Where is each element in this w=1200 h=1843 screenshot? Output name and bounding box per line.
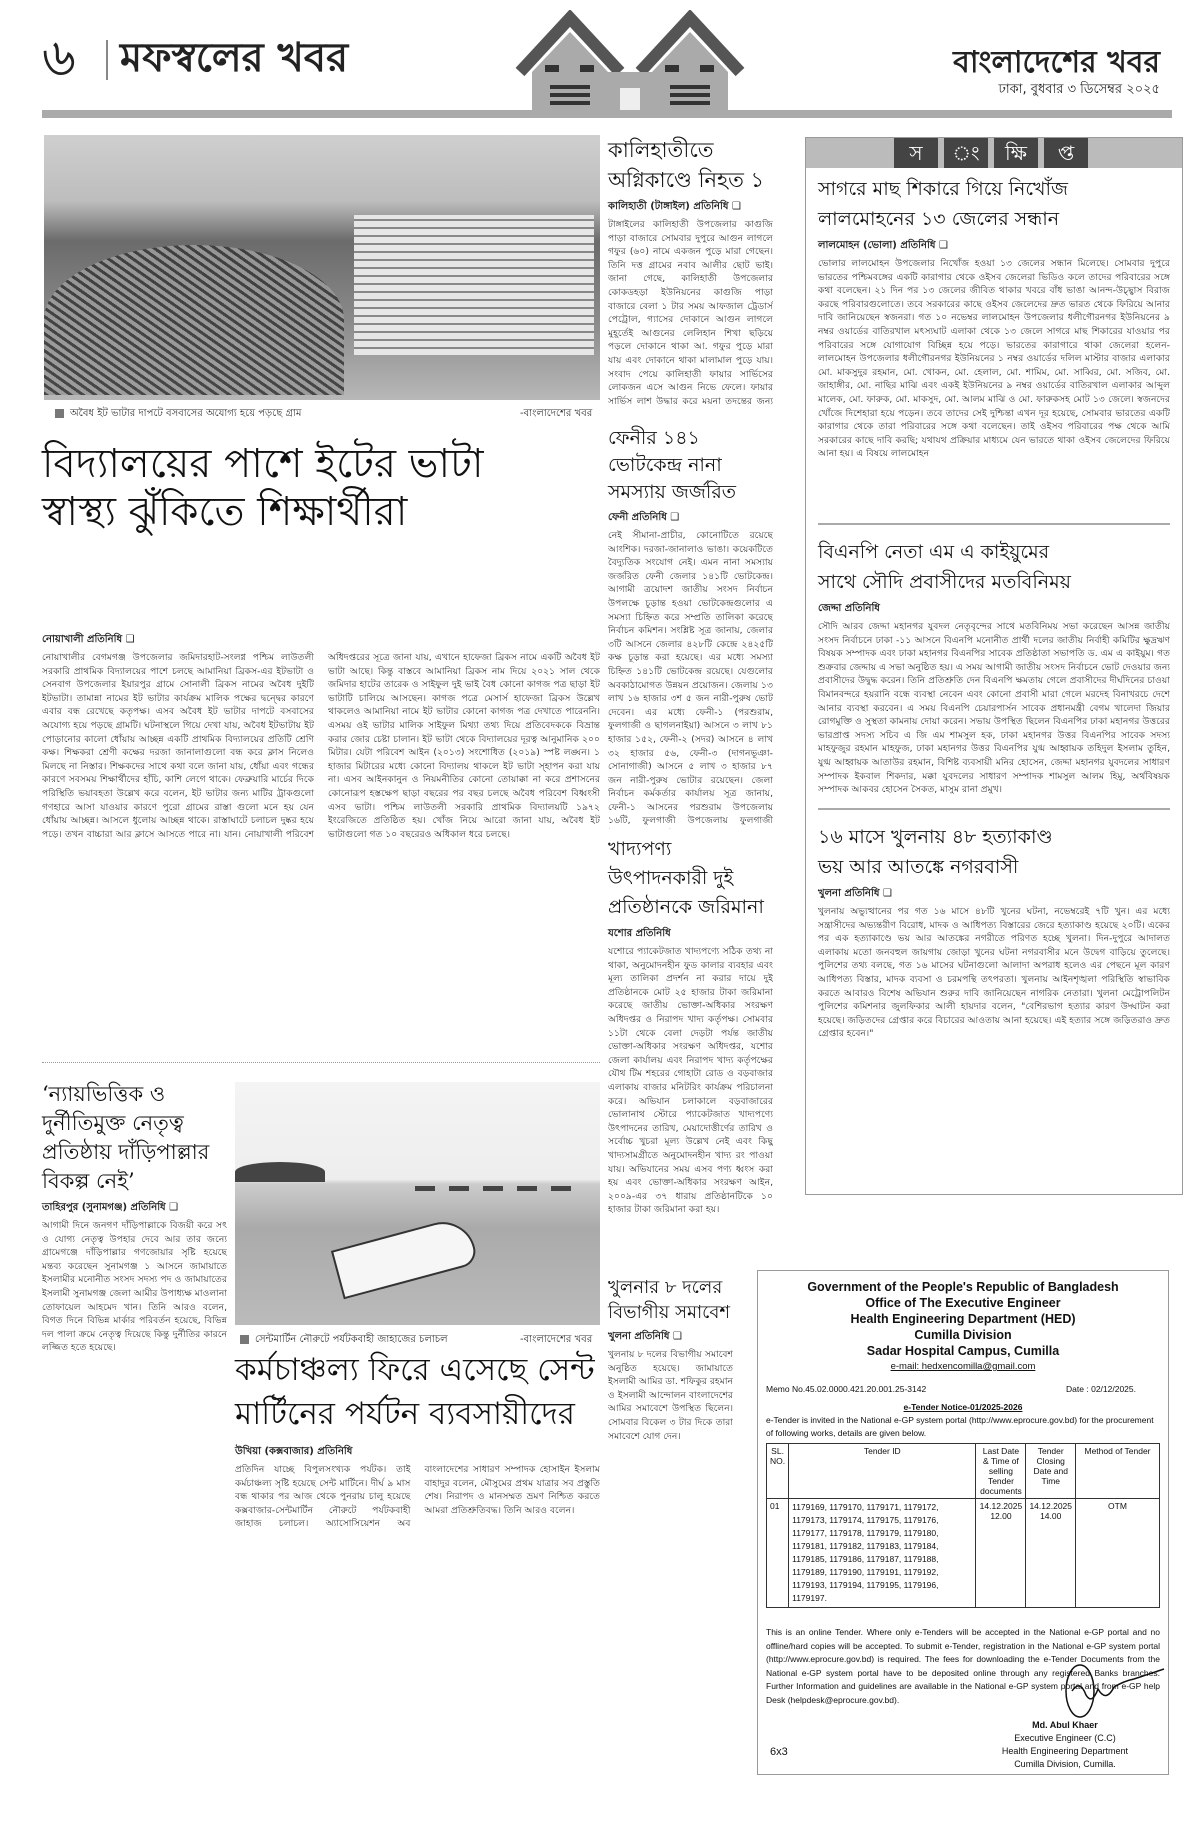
table-header-row (767, 1444, 1160, 1499)
byline: যশোর প্রতিনিধি (608, 928, 671, 939)
cell-tender-ids: 1179169, 1179170, 1179171, 1179172, 1179173, 1179174, 1179175, 1179176, 1179177, 1179178, 1179179, 1179180, 1179181, 1179182, 1179183, 1179184, 1179185, 1179186, 1179187, 1179188, 1179189, 1179190, 1179191, 1179192, 1179193, 1179194, 1179195, 1179196, 1179197. (789, 1499, 976, 1608)
photo-caption (55, 406, 301, 423)
article-headline: ‘ন্যায়ভিত্তিক ও দুর্নীতিমুক্ত নেতৃত্ব প্রতিষ্ঠায় দাঁড়িপাল্লার বিকল্প নেই’ (42, 1082, 210, 1193)
article-body: নোয়াখালীর বেগমগঞ্জ উপজেলার জমিদারহাট-সংলগ্ন পশ্চিম লাউতলী সরকারি প্রাথমিক বিদ্যালয়ের পাশে চলছে আমানিয়া ব্রিকস-এর ইটভাটা ও সেনবাগ উপজেলার ইয়ারপুর গ্রামে সোনালী ব্রিকস নামের অবৈধ দুইটি ইটভাটা। তামান্না নামের ইট ভাটার কার্যক্রম মালিক পক্ষের দ্বন্দ্বের কারণে এবার বন্ধ রেখেছে কতৃপক্ষ। এসব অবৈধ ইট ভাটার দাপটে বসবাসের অযোগ্য হয়ে পড়ছে গ্রামটি। ঘটনাস্থলে গিয়ে দেখা যায়, অবৈধ ইটভাটায় ইট পোড়ানোর কালো ধোঁয়ায় আচ্ছন্ন একটি প্রাথমিক বিদ্যালয়ের প্রতিটি শ্রেণি কক্ষ। শিক্ষকরা শ্রেণী কক্ষের দরজা জানালাগুলো বন্ধ করে ক্লাস নিলেও মিলছে না নিস্তার। শিক্ষকদের সাথে কথা বলে জানা যায়, ধোঁয়া এবং গন্ধের কারণে সবসময় শিক্ষার্থীদের হাঁচি, কাশি লেগে থাকে। ফেব্রুয়ারি মার্চের দিকে পরিস্থিতি ভয়াবহতা উল্লেখ করে বলেন, ইট ভাটার জন্য মাটির ট্রাকগুলো গণহারে আসা যাওয়ার কারণে পুরো গ্রামের রাস্তা গুলো মনে হয় যেন ধোঁয়ায় আচ্ছন্ন। আসলে ধুলোয় আচ্ছন্ন থাকে। রাস্তাঘাটে চলাচল দুষ্কর হয়ে পড়ে। তখন বাচ্চারা আর ক্লাসে আসতে পারে না। যান। নোয়াখালী পরিবেশ অধিদপ্তরের সূত্রে জানা যায়, এখানে হাফেজা ব্রিকস নামে একটি অবৈধ ইট ভাটা আছে। কিন্তু বাস্তবে আমানিয়া ব্রিকস নাম দিয়ে ২০২১ সাল থেকে জমিদার হাটের তারেক ও সাইফুল দুই ভাই বৈধ কোনো কাগজ পত্র ছাড়া ইট ভাটাটি চালিয়ে আসছেন। কাগজ পত্রে মেসার্স হাফেজা ব্রিকস উল্লেখ থাকলেও আমানিয়া নামে ইট ভাটার কোনো কাগজ পত্র দেখাতে পারেননি। এসময় ওই ভাটার মালিক সাইফুল মিথ্যা তথ্য দিয়ে প্রতিবেদককে বিভ্রান্ত করার জোর চেষ্টা চালান। ইট ভাটা থেকে বিদ্যালয়ের দূরত্ব আনুমানিক ২০০ মিটার। যেটা পরিবেশ আইন (২০১৩) সংশোধিত (২০১৯) স্পষ্ট লঙ্ঘন। ১ হাজার মিটারের মধ্যে কোনো বিদ্যালয় থাকলে ইট ভাটা স্হাপন করা যায় না। এসব আইনকানুন ও নিয়মনীতির কোনো তোয়াক্কা না করে প্রশাসনের কোনোরূপ হস্তক্ষেপ ছাড়া বছরের পর বছর চলছে অবৈধ পরিবেশ বিধ্বংসী এসব ভাটা। পশ্চিম লাউতলী সরকারি প্রাথমিক বিদ্যালয়টি ১৯৭২ ইংরেজিতে প্রতিষ্ঠিত হয়। খোঁজ নিয়ে আরো জানা যায়, অবৈধ ইট ভাটাগুলো গত ১০ বছরেরও অধিকাল ধরে চলছে। (42, 652, 600, 840)
divider (106, 40, 108, 80)
notice-footer: This is an online Tender. Where only e-Tenders will be accepted in the National e-GP portal and no offline/hard copies will be accepted. To submit e-Tender, registration in the National e-GP system portal (http://www.eprocure.gov.bd) is required. The fees for downloading the e-Tender Documents from the National e-GP system portal have to be deposited online through any registered Banks branches. Further Information and guidelines are available in the National e-GP system portal and from e-GP help Desk (helpdesk@eprocure.gov.bd). (766, 1627, 1160, 1705)
signer-dept: Health Engineering Department (1001, 1746, 1128, 1756)
memo-number: Memo No.45.02.0000.421.20.001.25-3142 (766, 1384, 927, 1394)
article-feni-polling (608, 425, 773, 825)
byline: কালিহাতী (টাঙ্গাইল) প্রতিনিধি ❑ (608, 201, 741, 212)
column-header: Tender Closing Date and Time (1026, 1444, 1076, 1499)
article-body: প্রতিদিন যাচ্ছে বিপুলসংখ্যক পর্যটক। তাই কর্মচাঞ্চল্য সৃষ্টি হয়েছে সেন্ট মার্টিনে। দীর্ঘ ৯ মাস বন্ধ থাকার পর আজ থেকে পুনরায় চালু হয়েছে কক্সবাজার-সেন্টমার্টিন নৌরুটে পর্যটকবাহী জাহাজ চলাচল। অ্যাসোসিয়েশন অব বাংলাদেশের সাধারণ সম্পাদক হোসাইন ইসলাম বাহাদুর বলেন, মৌসুমের প্রথম যাত্রার সব প্রস্তুতি শেষ। নিরাপদ ও মানসম্মত ভ্রমণ নিশ্চিত করতে আমরা প্রতিশ্রুতিবদ্ধ। তিনি আরও বলেন। (235, 1464, 600, 1530)
caption-text: অবৈধ ইট ভাটার দাপটে বসবাসের অযোগ্য হয়ে পড়ছে গ্রাম (70, 408, 302, 419)
tender-heading: Office of The Executive Engineer (865, 1296, 1061, 1310)
headline-line: মার্টিনের পর্যটন ব্যবসায়ীদের (235, 1396, 575, 1432)
article-body: ভোলার লালমোহন উপজেলার নিখোঁজ হওয়া ১৩ জেলের সন্ধান মিলেছে। সোমবার দুপুরে ভারতের পশ্চিমবঙ্গের একটি কারাগার থেকে ওইসব জেলেরা ভিডিও কলে তাদের পরিবারের সঙ্গে কথা বলেছেন। ২১ দিন পর ১৩ জেলের জীবিত থাকার খবরে বাঁধ ভাঙা আনন্দ-উচ্ছ্বাস বিরাজ করছে পরিবারগুলোতে। তবে সরকারের কাছে ওইসব জেলেদের দ্রুত ভারত থেকে ফিরিয়ে আনার দাবি জানিয়েছেন স্বজনরা। গত ১০ নভেম্বর লালমোহন উপজেলার ধলীগৌরনগর ইউনিয়নের ৯ নম্বর ওয়ার্ডের বাতিরখাল মৎস্যঘাট এলাকা থেকে ১৩ জেলে সাগরে মাছ শিকারের যাওয়ার পর পরিবারের সঙ্গে যোগাযোগ বিচ্ছিন্ন হয়ে পড়ে। ভারতের কারাগারে থাকা জেলেরা হলেন- লালমোহন উপজেলার ধলীগৌরনগর ইউনিয়নের ১ নম্বর ওয়ার্ডের দলিল মাস্টার বাজার এলাকার মো. মাকসুদুর রহমান, মো. খোকন, মো. হেলাল, মো. শামিম, মো. সাব্বির, মো. সজিব, মো. জাহাঙ্গীর, মো. নাছির মাঝি এবং একই ইউনিয়নের ৯ নম্বর ওয়ার্ডের বাতিরখাল এলাকার আব্দুল মালেক, মো. ফারুক, মো. মাকসুদ, মো. আলম মাঝি ও মো. ফারুকসহ মোট ১৩ জেলে। স্বজনদের খোঁজে দিশেহারা হয়ে পড়েন। তবে তাদের সেই দুশ্চিন্তা এখন দূর হয়েছে, সোমবার ভারতের একটি কারাগার থেকে তারা পরিবারের সঙ্গে কথা বলেছেন। তাই ওইসব পরিবারের পক্ষ থেকে আমি সরকারের কাছে দাবি করছি; যথাযথ প্রক্রিয়ার মাধ্যমে যেন ভারতে থাকা ওইসব জেলেদের ফিরিয়ে আনা হয়। এ বিষয়ে লালমোহন (818, 258, 1170, 460)
headline-line: সাথে সৌদি প্রবাসীদের মতবিনিময় (818, 571, 1071, 593)
cell-sl: 01 (767, 1499, 789, 1608)
article-body: টাঙ্গাইলের কালিহাতী উপজেলার কাগুজি পাড়া বাজারে সোমবার দুপুরে আগুন লাগলে গফুর (৬০) নামে একজন পুড়ে মারা গেছেন। তিনি দত্ত গ্রামের নবাব আলীর ছোট ভাই। জানা গেছে, কালিহাতী উপজেলার কোকডহড়া ইউনিয়নের কাগুজি পাড়া বাজারে বেলা ১ টার সময় আফজাল ট্রেডার্স পেট্রোল, গ্যাসের দোকানে আগুন লাগলে মুহূর্তেই আগুনের লেলিহান শিখা ছড়িয়ে পড়লে দোকানে থাকা আ. গফুর পুড়ে মারা যায় এবং দোকানে থাকা মালামাল পুড়ে যায়। সংবাদ পেয়ে কালিহাতী ফায়ার সার্ভিসের লোকজন এসে আগুন নিভে ফেলে। ফায়ার সার্ভিস লাশ উদ্ধার করে ময়না তদন্তের জন্য (608, 219, 773, 407)
issue-date: ঢাকা, বুধবার ৩ ডিসেম্বর ২০২৫ (998, 82, 1160, 97)
article-kalihati-fire (608, 135, 773, 415)
brief-khulna-murders (806, 818, 1182, 1140)
column-header: SL. NO. (767, 1444, 789, 1499)
ad-size: 6x3 (770, 1746, 788, 1758)
headline-line: কর্মচাঞ্চল্য ফিরে এসেছে সেন্ট (235, 1352, 595, 1388)
headline-line: লালমোহনের ১৩ জেলের সন্ধান (818, 208, 1060, 230)
label-char: প্ত (1044, 138, 1088, 168)
photo-caption (240, 1332, 448, 1349)
byline: খুলনা প্রতিনিধি ❑ (818, 888, 892, 899)
cell-last-date: 14.12.2025 12.00 (976, 1499, 1026, 1608)
headline-line: সাগরে মাছ শিকারে গিয়ে নিখোঁজ (818, 178, 1069, 200)
cell-closing: 14.12.2025 14.00 (1026, 1499, 1076, 1608)
article-headline: খাদ্যপণ্য উৎপাদনকারী দুই প্রতিষ্ঠানকে জরিমানা (608, 838, 764, 918)
article-body: খুলনায় অভ্যুত্থানের পর গত ১৬ মাসে ৪৮টি খুনের ঘটনা, নভেম্বরেই ৭টি খুন। এর মধ্যে সন্ত্রাসীদের অভ্যন্তরীণ বিরোধ, মাদক ও আধিপত্য বিস্তারের জেরে হত্যাকাণ্ড হয়েছে ২০টি। একের পর এক হত্যাকাণ্ডে ভয় আর আতঙ্কের নগরীতে পরিণত হচ্ছে খুলনা। দিন-দুপুরে আদালত এলাকায় মতো জনবহুল জায়গায় জোড়া খুনের ঘটনা নগরবাসীর মনে উদ্বেগ বাড়িয়ে তুলেছে। পুলিশের তথ্য বলছে, গত ১৬ মাসের ঘটনাগুলো আলাদা অপরাধ হলেও এর পেছনে মূল কারণ আধিপত্য বিস্তার, মাদক ব্যবসা ও চরমপন্থি তৎপরতা। খুলনায় আইনশৃঙ্খলা পরিস্থিতি স্বাভাবিক করতে আবারও বিশেষ অভিযান শুরুর দাবি জানিয়েছেন নাগরিক নেতারা। খুলনা মেট্রোপলিটন পুলিশের কমিশনার জুলফিকার আলী হায়দার বলেন, "বেশিরভাগ হত্যার কারণ উদ্ঘাটন করা হয়েছে। জড়িতদের গ্রেপ্তার করে বিচারের আওতায় আনা হয়েছে। এই হত্যার সঙ্গে জড়িতরাও দ্রুত গ্রেপ্তার হবেন।" (818, 906, 1170, 1040)
article-food-fine (608, 835, 773, 1265)
label-char: ক্ষি (994, 138, 1038, 168)
briefs-label (806, 138, 1182, 168)
byline: লালমোহন (ভোলা) প্রতিনিধি ❑ (818, 240, 948, 251)
article-headline: ফেনীর ১৪১ ভোটকেন্দ্র নানা সমস্যায় জর্জরিত (608, 427, 737, 503)
article-khulna-rally (608, 1275, 733, 1840)
column-header: Last Date & Time of selling Tender documents (976, 1444, 1026, 1499)
signer-office: Cumilla Division, Cumilla. (1014, 1759, 1116, 1769)
signer-title: Executive Engineer (C.C) (1014, 1733, 1116, 1743)
signer-block (1002, 1719, 1128, 1771)
column-header: Tender ID (789, 1444, 976, 1499)
headline-line: বিদ্যালয়ের পাশে ইটের ভাটা (42, 441, 484, 487)
column-header: Method of Tender (1076, 1444, 1160, 1499)
boat-photo (235, 1082, 600, 1325)
byline: ফেনী প্রতিনিধি ❑ (608, 512, 680, 523)
article-body: যশোরে প্যাকেটজাত খাদ্যপণ্যে সঠিক তথ্য না থাকা, অনুমোদনহীন ফুড কালার ব্যবহার এবং মূল্য তালিকা প্রদর্শন না করার দায়ে দুই প্রতিষ্ঠানকে মোট ২৫ হাজার টাকা জরিমানা করেছে জাতীয় ভোক্তা-অধিকার সংরক্ষণ অধিদপ্তর ও নিরাপদ খাদ্য কর্তৃপক্ষ। সোমবার ১১টা থেকে বেলা দেড়টা পর্যন্ত জাতীয় ভোক্তা-অধিকার সংরক্ষণ অধিদপ্তর, যশোর জেলা কার্যালয় এবং নিরাপদ খাদ্য কর্তৃপক্ষের যৌথ টিম শহরের গোহাটা রোড ও বড়বাজার এলাকায় বাজার মনিটরিং কার্যক্রম পরিচালনা করে। অভিযান চলাকালে বড়বাজারের ভোলানাথ স্টোরে প্যাকেটজাত খাদ্যপণ্যে উৎপাদনের তারিখ, মেয়াদোত্তীর্ণের তারিখ ও সর্বোচ্চ খুচরা মূল্য উল্লেখ নেই এবং কিছু খাদ্যসামগ্রীতে অনুমোদনহীন খাদ্য রং পাওয়া যায়। অভিযানের সময় এসব পণ্য ধ্বংস করা হয় এবং ভোক্তা-অধিকার সংরক্ষণ আইন, ২০০৯-এর ৩৭ ধারায় প্রতিষ্ঠানটিকে ১০ হাজার টাকা জরিমানা করা হয়। (608, 946, 773, 1216)
tender-heading: Health Engineering Department (HED) (850, 1312, 1076, 1326)
headline-line: ভয় আর আতঙ্কে নগরবাসী (818, 856, 1019, 878)
byline: জেদ্দা প্রতিনিধি (818, 603, 880, 614)
headline-line: স্বাস্থ্য ঝুঁকিতে শিক্ষার্থীরা (42, 489, 408, 535)
masthead: বাংলাদেশের খবর (953, 45, 1160, 80)
tender-heading: Cumilla Division (914, 1328, 1012, 1342)
article-headline: কালিহাতীতে অগ্নিকাণ্ডে নিহত ১ (608, 138, 765, 192)
article-headline: খুলনার ৮ দলের বিভাগীয় সমাবেশ (608, 1277, 731, 1323)
byline: খুলনা প্রতিনিধি ❑ (608, 1331, 682, 1342)
tender-table (766, 1443, 1160, 1608)
photo-credit: -বাংলাদেশের খবর (520, 1334, 593, 1345)
tender-heading: Government of the People's Republic of Bangladesh (807, 1280, 1119, 1294)
byline: উখিয়া (কক্সবাজার) প্রতিনিধি (235, 1446, 353, 1457)
notice-title: e-Tender Notice-01/2025-2026 (903, 1402, 1023, 1412)
tender-notice (757, 1270, 1169, 1775)
divider (818, 808, 1170, 810)
tender-email[interactable]: e-mail: hedxencomilla@gmail.com (890, 1361, 1036, 1372)
cell-method: OTM (1076, 1499, 1160, 1608)
byline: নোয়াখালী প্রতিনিধি ❑ (42, 634, 135, 645)
byline: তাহিরপুর (সুনামগঞ্জ) প্রতিনিধি ❑ (42, 1202, 179, 1213)
divider (42, 1062, 600, 1063)
article-body: আগামী দিনে জনগণ দাঁড়িপাল্লাকে বিজয়ী করে সৎ ও যোগ্য নেতৃত্ব উপহার দেবে আর তার জন্যে গ্রামেগঞ্জে দাঁড়িপাল্লার গণজোয়ার সৃষ্টি হয়েছে মন্তব্য করেছেন সুনামগঞ্জ ১ আসনে জামায়াতে ইসলামীর মনোনীত সংসদ সদস্য পদ ও জামায়াতের ইসলামী সুনামগঞ্জ জেলা আমীর উপাধ্যক্ষ মাওলানা তোফায়েল আহমেদ খান। তিনি আরও বলেন, বিগত দিনে বিভিন্ন মার্কার পরিবর্তন হয়েছে, বিভিন্ন দল পালা ক্রমে নেতৃত্ব দিয়েছে কিন্তু দুর্নীতির কারনে লজ্জিত হতে হয়েছে। (42, 1220, 227, 1354)
article-body: খুলনায় ৮ দলের বিভাগীয় সমাবেশ অনুষ্ঠিত হয়েছে। জামায়াতে ইসলামী আমির ডা. শফিকুর রহমান ও ইসলামী আন্দোলন বাংলাদেশের আমির সমাবেশে উপস্থিত ছিলেন। সোমবার বিকেল ৩ টার দিকে তারা সমাবেশে যোগ দেন। (608, 1349, 733, 1442)
caption-text: সেন্টমার্টিন নৌরুটে পর্যটকবাহী জাহাজের চলাচল (255, 1334, 448, 1345)
article-body: নেই সীমানা-প্রাচীর, কোনোটিতে রয়েছে আংশিক। দরজা-জানালাও ভাঙা। কয়েকটিতে বৈদ্যুতিক সংযোগ নেই। এমন নানা সমস্যায় জর্জরিত ফেনী জেলার ১৪১টি ভোটকেন্দ্র। আগামী ত্রয়োদশ জাতীয় সংসদ নির্বাচন উপলক্ষে চূড়ান্ত হওয়া ভোটকেন্দ্রগুলোর এ সমস্যা চিহ্নিত করে সম্প্রতি তালিকা করেছে নির্বাচন কমিশন। সংশ্লিষ্ট সূত্র জানায়, জেলার ৩টি আসনে জেলার ৪২৮টি কেন্দ্রে ২৪২৫টি কক্ষ চূড়ান্ত করা হয়েছে। এর মধ্যে সমস্যা চিহ্নিত ১৪১টি ভোটকেন্দ্র রয়েছে। যেগুলোর অবকাঠামোগত উন্নয়ন প্রয়োজন। জেলায় ১৩ লাখ ১৬ হাজার ৩শ ৫ জন নারী-পুরুষ ভোট দেবেন। এর মধ্যে ফেনী-১ (পরশুরাম, ফুলগাজী ও ছাগলনাইয়া) আসনে ৩ লাখ ৮১ হাজার ১৫২, ফেনী-২ (সদর) আসনে ৪ লাখ ৩২ হাজার ৫৬, ফেনী-৩ (দাগনভূঞা-সোনাগাজী) আসনে ৫ লাখ ৩ হাজার ৮৭ জন নারী-পুরুষ ভোটার রয়েছেন। জেলা নির্বাচন কর্মকর্তার কার্যালয় সূত্র জানায়, ফেনী-১ আসনের পরশুরাম উপজেলায় ১৬টি, ফুলগাজী উপজেলায় ফুলগাজী (608, 530, 773, 827)
houses-logo-icon (510, 10, 760, 110)
brick-kiln-photo (44, 135, 600, 400)
article-leadership (42, 1080, 227, 1840)
notice-intro: e-Tender is invited in the National e-GP system portal (http://www.eprocure.gov.bd) for the procurement of following works, details are given below. (766, 1415, 1154, 1438)
saint-martin-article (235, 1440, 600, 1840)
table-row (767, 1499, 1160, 1608)
headline-line: ১৬ মাসে খুলনায় ৪৮ হত্যাকাণ্ড (818, 826, 1053, 848)
saint-martin-headline (235, 1348, 595, 1436)
signature-icon (1058, 1661, 1168, 1721)
section-title: মফস্বলের খবর (120, 34, 349, 81)
page-number: ৬ (42, 28, 76, 88)
brief-fishermen (806, 168, 1182, 525)
brief-bnp-saudi (806, 533, 1182, 810)
signer-name: Md. Abul Khaer (1032, 1720, 1098, 1730)
header-rule (42, 110, 1172, 118)
lead-article (42, 628, 600, 1053)
divider (818, 523, 1170, 525)
briefs-box (805, 137, 1183, 1195)
headline-line: বিএনপি নেতা এম এ কাইয়ুমের (818, 541, 1050, 563)
label-char: স (894, 138, 938, 168)
article-body: সৌদি আরব জেদ্দা মহানগর যুবদল নেতৃবৃন্দের সাথে মতবিনিময় সভা করেছেন আসন্ন জাতীয় সংসদ নির্বাচনে ঢাকা -১১ আসনে বিএনপি মনোনীত প্রার্থী দলের জাতীয় নির্বাহী কমিটির ক্ষুদ্রঋণ বিষয়ক সম্পাদক এবং ঢাকা মহানগর বিএনপির সাবেক প্রতিষ্ঠাতা সভাপতি ড. এম এ কাইয়ুম। গত শুক্রবার জেদ্দায় এ সভা অনুষ্ঠিত হয়। এ সময় আগামী জাতীয় সংসদ নির্বাচনে ভোট দেওয়ার জন্য প্রবাসীদের উদ্বুদ্ধ করেন। তিনি প্রতিশ্রুতি দেন বিএনপি ক্ষমতায় গেলে প্রবাসীদের দীর্ঘদিনের চাওয়া বিমানবন্দরে হয়রানি বন্ধে ব্যবস্থা নেবেন এবং কোনো প্রবাসী মারা গেলে মরদেহ বিনাখরচে দেশে আনার ব্যবস্থা করবেন। এ সময় বিএনপি চেয়ারপার্সন সাবেক প্রধানমন্ত্রী বেগম খালেদা জিয়ার রোগমুক্তি ও সুস্থতা কামনায় দোয়া করেন। সভায় উপস্থিত ছিলেন বিএনপির ঢাকা মহানগর উত্তরের ভারপ্রাপ্ত সদস্য সচিব এ জি এম শামসুল হক, ঢাকা মহানগর উত্তর বিএনপির সাবেক সদস্য মাহফুজুর রহমান মাহফুজ, ঢাকা মহানগর উত্তর বিএনপির যুগ্ম আহ্বায়ক তহিদুল ইসলাম তুহিন, যুগ্ম আহ্বায়ক আতাউর রহমান, বিশিষ্ট ব্যবসায়ী মনির হোসেন, জেদ্দা মহানগর যুবদলের সাধারণ সম্পাদক ইকবাল শিকদার, মক্কা যুবদলের সাধারণ সম্পাদক শামসুল আলম হিমু, অর্থবিষয়ক সম্পাদক আকবর হোসেন সৈকত, মাসুম রানা প্রমুখ। (818, 621, 1170, 796)
lead-headline (42, 440, 483, 536)
label-char: ং (944, 138, 988, 168)
photo-credit: -বাংলাদেশের খবর (520, 408, 593, 419)
memo-date: Date : 02/12/2025. (1066, 1384, 1136, 1394)
tender-heading: Sadar Hospital Campus, Cumilla (866, 1344, 1060, 1358)
